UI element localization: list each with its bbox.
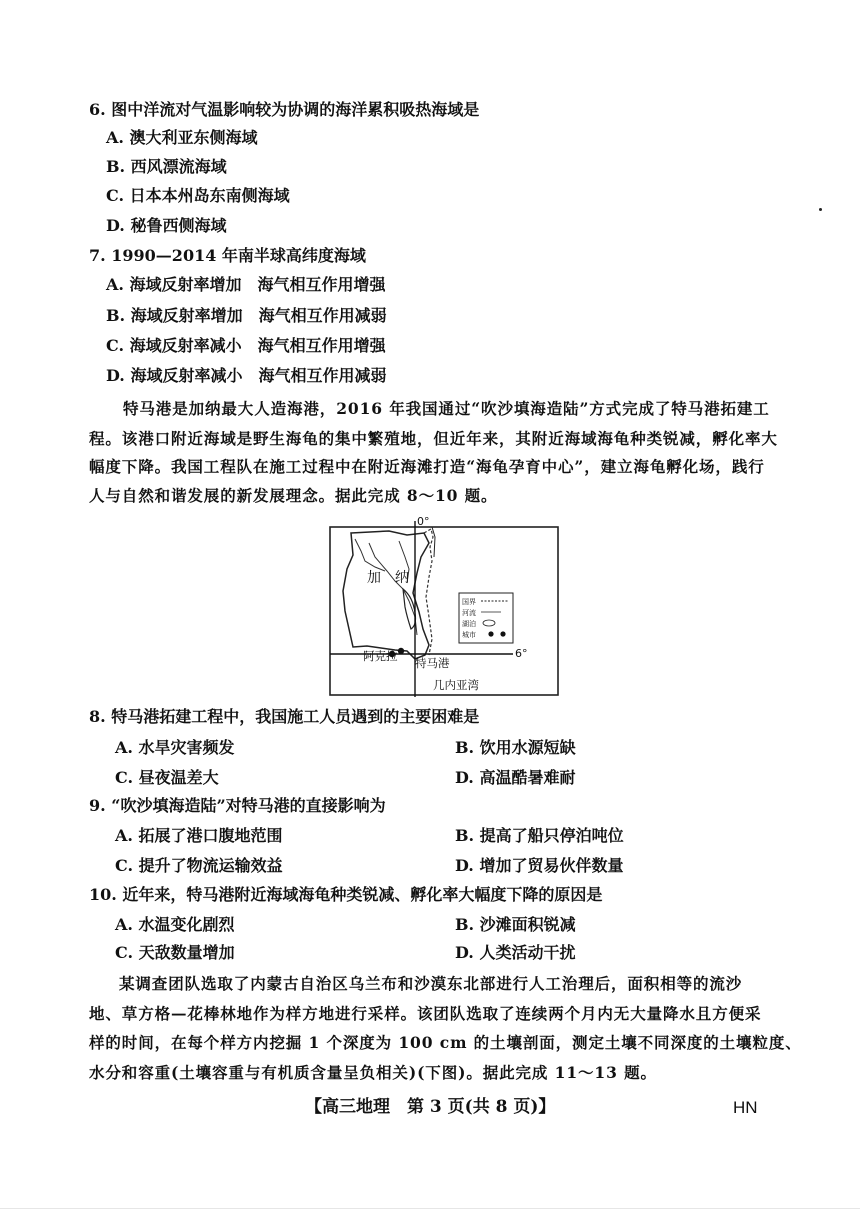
q6-option-a: A. 澳大利亚东侧海域 (106, 128, 258, 147)
passage2-line-3: 样的时间，在每个样方内挖掘 1 个深度为 100 cm 的土壤剖面，测定土壤不同深度的土壤粒度、 (89, 1033, 802, 1052)
legend-city-symbol (500, 631, 505, 636)
q8-stem: 8. 特马港拓建工程中，我国施工人员遇到的主要困难是 (89, 707, 480, 726)
q6-stem: 6. 图中洋流对气温影响较为协调的海洋累积吸热海域是 (89, 100, 480, 119)
legend-city-label: 城市 (462, 631, 476, 639)
sea-label: 几内亚湾 (433, 678, 479, 692)
q8-option-b: B. 饮用水源短缺 (455, 738, 576, 757)
city-dot-tema (398, 648, 404, 654)
city-label-accra: 阿克拉 (363, 649, 398, 663)
q6-option-d: D. 秘鲁西侧海域 (106, 216, 227, 235)
q7-stem: 7. 1990—2014 年南半球高纬度海域 (89, 246, 366, 265)
ghana-map (329, 517, 561, 697)
q9-option-b: B. 提高了船只停泊吨位 (455, 826, 624, 845)
country-label-1: 加 (367, 570, 381, 586)
q6-option-b: B. 西风漂流海域 (106, 157, 227, 176)
passage1-line-2: 程。该港口附近海域是野生海龟的集中繁殖地，但近年来，其附近海域海龟种类锐减，孵化率大 (89, 429, 778, 448)
q10-stem: 10. 近年来，特马港附近海域海龟种类锐减、孵化率大幅度下降的原因是 (89, 885, 603, 904)
country-label-2: 纳 (395, 570, 409, 586)
q7-option-b: B. 海域反射率增加 海气相互作用减弱 (106, 306, 387, 325)
q7-option-d: D. 海域反射率减小 海气相互作用减弱 (106, 366, 387, 385)
passage1-line-1: 特马港是加纳最大人造海港，2016 年我国通过“吹沙填海造陆”方式完成了特马港拓建工 (123, 399, 770, 418)
q7-option-c: C. 海域反射率减小 海气相互作用增强 (106, 336, 386, 355)
q10-option-b: B. 沙滩面积锐减 (455, 915, 576, 934)
passage2-line-2: 地、草方格—花棒林地作为样方地进行采样。该团队选取了连续两个月内无大量降水且方便采 (89, 1004, 762, 1023)
passage2-line-1: 某调查团队选取了内蒙古自治区乌兰布和沙漠东北部进行人工治理后，面积相等的流沙 (119, 974, 743, 993)
q8-option-c: C. 昼夜温差大 (115, 768, 219, 787)
legend-lake-label: 湖泊 (462, 620, 476, 628)
page-footer: 【高三地理 第 3 页(共 8 页)】 (305, 1097, 556, 1117)
q10-option-d: D. 人类活动干扰 (455, 943, 576, 962)
q10-option-a: A. 水温变化剧烈 (115, 915, 235, 934)
parallel-label: 6° (515, 647, 528, 660)
passage2-line-4: 水分和容重(土壤容重与有机质含量呈负相关)(下图)。据此完成 11～13 题。 (89, 1063, 657, 1082)
region-tag: HN (733, 1098, 758, 1117)
legend-river-label: 河流 (462, 609, 476, 617)
legend-city-symbol (488, 631, 493, 636)
q7-option-a: A. 海域反射率增加 海气相互作用增强 (106, 275, 386, 294)
legend-border-label: 国界 (462, 598, 476, 606)
q9-stem: 9. “吹沙填海造陆”对特马港的直接影响为 (89, 796, 386, 815)
q8-option-d: D. 高温酷暑难耐 (455, 768, 576, 787)
q8-option-a: A. 水旱灾害频发 (115, 738, 235, 757)
q9-option-a: A. 拓展了港口腹地范围 (115, 826, 283, 845)
city-label-tema: 特马港 (415, 656, 450, 670)
passage1-line-4: 人与自然和谐发展的新发展理念。据此完成 8～10 题。 (89, 486, 498, 505)
scan-edge (0, 1208, 860, 1209)
q9-option-d: D. 增加了贸易伙伴数量 (455, 856, 624, 875)
q6-option-c: C. 日本本州岛东南侧海域 (106, 186, 290, 205)
q10-option-c: C. 天敌数量增加 (115, 943, 235, 962)
q9-option-c: C. 提升了物流运输效益 (115, 856, 283, 875)
scan-speck (819, 208, 822, 211)
passage1-line-3: 幅度下降。我国工程队在施工过程中在附近海滩打造“海龟孕育中心”，建立海龟孵化场，践行 (89, 457, 765, 476)
meridian-label: 0° (417, 517, 430, 528)
